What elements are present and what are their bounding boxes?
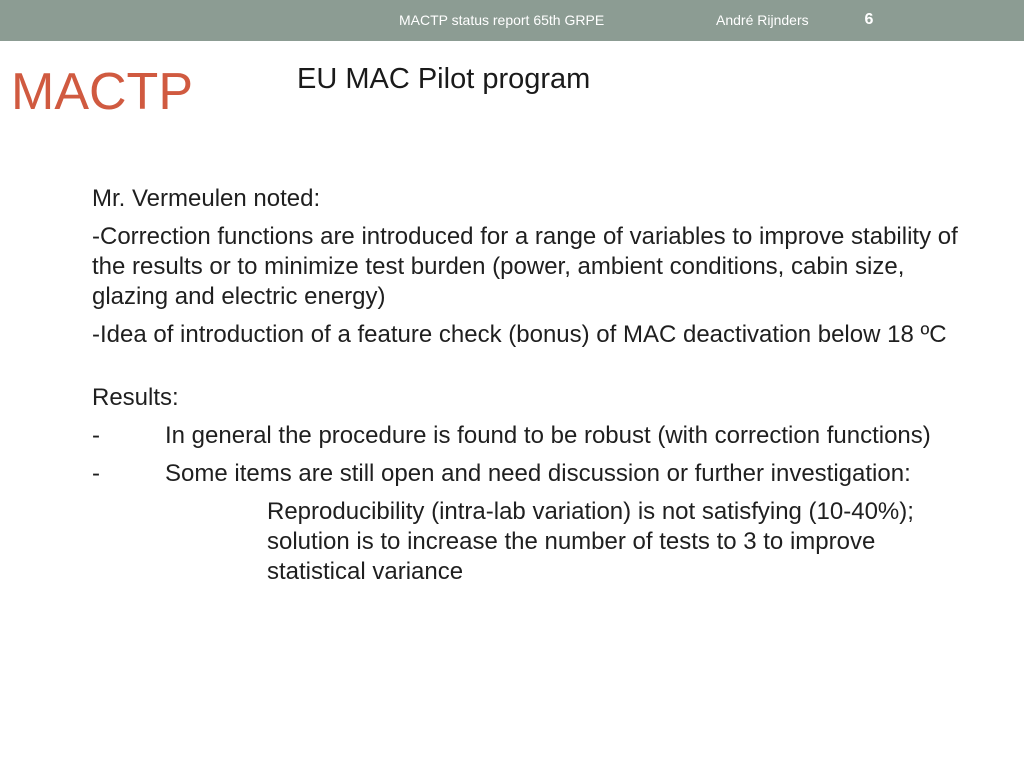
brand-title: MACTP — [11, 63, 193, 121]
slide-title: EU MAC Pilot program — [297, 63, 591, 95]
report-title: MACTP status report 65th GRPE — [399, 12, 605, 28]
results-item-text: Some items are still open and need discussion or further investigation: — [165, 460, 911, 487]
slide-content — [92, 184, 962, 587]
sub-item-reproducibility: Reproducibility (intra-lab variation) is not satisfying (10-40%); solution is to increase the number of tests to 3 to improve statistical variance — [267, 498, 914, 585]
author-name: André Rijnders — [716, 12, 809, 28]
noted-item-feature-check: -Idea of introduction of a feature check (bonus) of MAC deactivation below 18 ºC — [92, 321, 947, 348]
results-item-open-items — [92, 459, 962, 489]
bullet-marker: - — [92, 422, 100, 449]
results-item-text: In general the procedure is found to be robust (with correction functions) — [165, 422, 931, 449]
results-item-robust — [92, 421, 962, 451]
noted-heading: Mr. Vermeulen noted: — [92, 185, 321, 212]
bullet-marker: - — [92, 460, 100, 487]
header-bar — [0, 0, 1024, 41]
noted-item-correction: -Correction functions are introduced for a range of variables to improve stability of the results or to minimize test burden (power, ambient conditions, cabin size, glazing and electric energy) — [92, 223, 958, 310]
results-heading: Results: — [92, 384, 179, 411]
page-number: 6 — [864, 11, 874, 28]
